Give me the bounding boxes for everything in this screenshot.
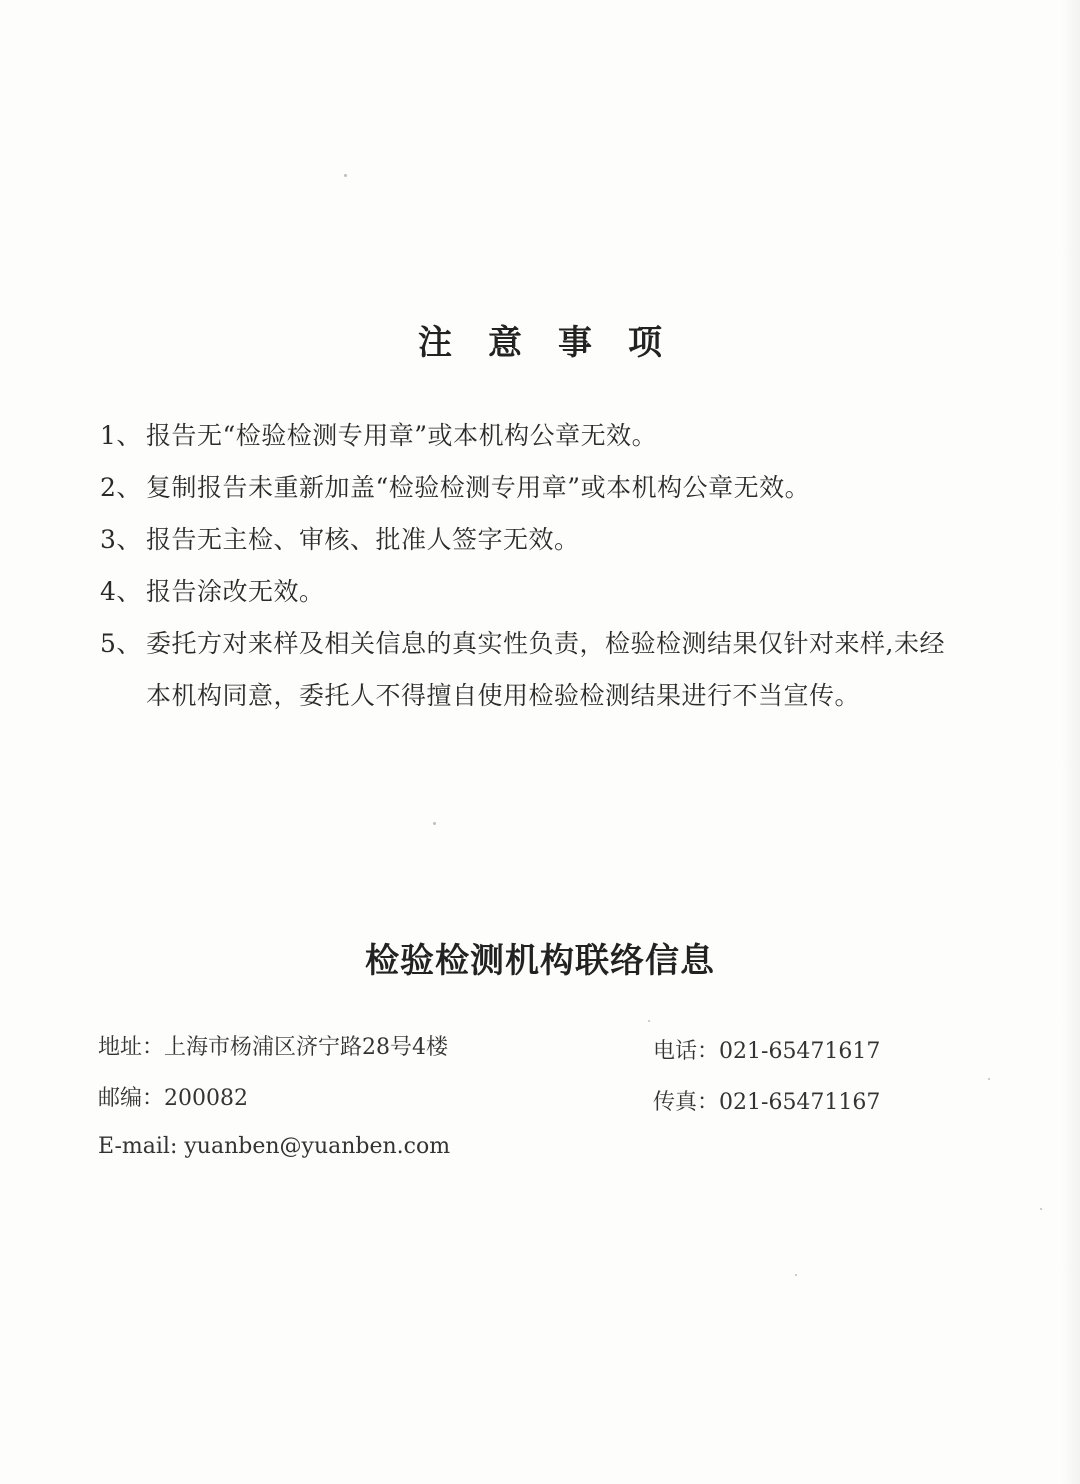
notice-item <box>100 462 950 514</box>
notice-item <box>100 566 950 618</box>
scan-speck <box>433 822 436 825</box>
phone-field <box>653 1034 880 1065</box>
address-label: 地址： <box>98 1035 165 1060</box>
notice-item <box>100 410 950 462</box>
notice-item-text: 报告无主检、审核、批准人签字无效。 <box>146 525 580 554</box>
notice-list <box>100 410 950 722</box>
fax-label: 传真： <box>653 1090 720 1115</box>
email-field <box>98 1134 450 1159</box>
scan-speck <box>988 1078 990 1080</box>
notice-item-number: 4、 <box>100 577 142 606</box>
notice-item-text: 报告无“检验检测专用章”或本机构公章无效。 <box>146 421 658 450</box>
fax-field <box>653 1085 880 1116</box>
phone-label: 电话： <box>653 1039 720 1064</box>
scan-edge-shadow <box>1062 0 1080 1484</box>
phone-value: 021-65471617 <box>719 1039 881 1064</box>
scan-speck <box>795 1274 797 1276</box>
scan-speck <box>648 1020 650 1022</box>
address-field <box>98 1030 448 1061</box>
notice-title: 注意事项 <box>418 322 698 363</box>
scan-speck <box>1040 1208 1042 1210</box>
address-value: 上海市杨浦区济宁路28号4楼 <box>164 1035 449 1060</box>
postcode-label: 邮编： <box>98 1086 165 1111</box>
notice-item-text: 报告涂改无效。 <box>146 577 325 606</box>
notice-item-number: 3、 <box>100 525 142 554</box>
scan-speck <box>344 174 347 177</box>
notice-item <box>100 514 950 566</box>
notice-item-number: 1、 <box>100 421 142 450</box>
notice-item-text: 复制报告未重新加盖“检验检测专用章”或本机构公章无效。 <box>146 473 811 502</box>
fax-value: 021-65471167 <box>719 1090 881 1115</box>
postcode-field <box>98 1081 248 1112</box>
email-value: yuanben@yuanben.com <box>184 1134 451 1159</box>
postcode-value: 200082 <box>164 1086 248 1111</box>
email-label: E-mail: <box>98 1134 185 1159</box>
contact-title: 检验检测机构联络信息 <box>365 941 715 982</box>
notice-item <box>100 618 950 722</box>
notice-item-text: 委托方对来样及相关信息的真实性负责，检验检测结果仅针对来样,未经本机构同意，委托人不得擅自使用检验检测结果进行不当宣传。 <box>146 629 945 710</box>
notice-item-number: 5、 <box>100 629 142 658</box>
notice-item-number: 2、 <box>100 473 142 502</box>
